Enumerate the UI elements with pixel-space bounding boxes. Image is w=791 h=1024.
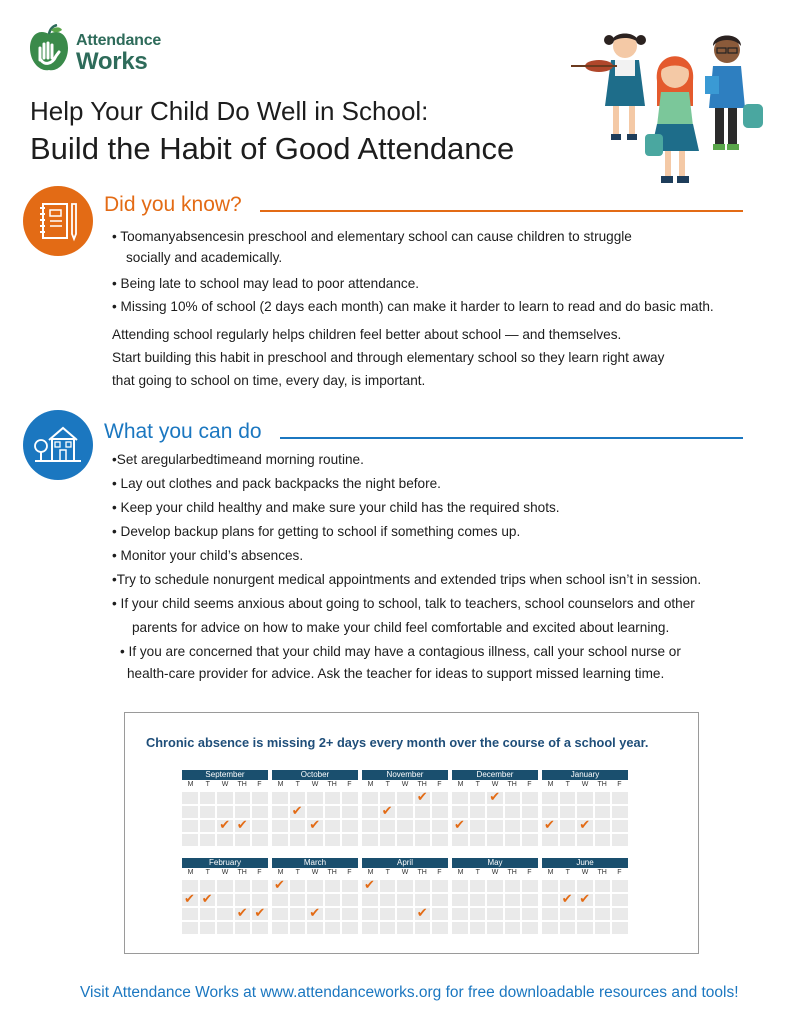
calendar-cell	[522, 894, 538, 906]
calendar-cell	[470, 806, 486, 818]
day-label: F	[347, 869, 352, 876]
calendar-cell	[577, 908, 593, 920]
day-label: T	[385, 781, 390, 788]
calendar-cell	[290, 834, 306, 846]
calendar-cell	[362, 908, 378, 920]
calendar-cell	[380, 834, 396, 846]
calendar-month-name: December	[452, 770, 538, 780]
absence-check-icon	[577, 820, 593, 832]
calendar-cell	[432, 922, 448, 934]
calendar-cell	[325, 806, 341, 818]
calendar-cell	[272, 792, 288, 804]
calendar-cell	[452, 792, 468, 804]
section-icon-blue	[23, 410, 93, 480]
list-item-continued: parents for advice on how to make your child feel comfortable and excited about learning.	[132, 620, 670, 635]
absence-check-icon	[560, 894, 576, 906]
calendar-cell	[612, 922, 628, 934]
calendar-cell	[415, 922, 431, 934]
list-item: •Try to schedule nonurgent medical appointments and extended trips when school isn’t in session.	[112, 572, 702, 587]
calendar-cell	[612, 820, 628, 832]
calendar-cell	[577, 922, 593, 934]
list-item: • If your child seems anxious about going to school, talk to teachers, school counselors and other	[112, 596, 695, 611]
calendar-month	[452, 770, 538, 846]
calendar-cell	[252, 806, 268, 818]
calendar-cell	[307, 880, 323, 892]
calendar-cell	[522, 806, 538, 818]
calendar-cell	[612, 908, 628, 920]
absence-check-icon	[182, 894, 198, 906]
day-label: M	[367, 869, 374, 876]
calendar-day-labels	[452, 868, 538, 878]
calendar-cell	[252, 922, 268, 934]
calendar-cell	[217, 880, 233, 892]
calendar-day-labels	[182, 868, 268, 878]
list-item: •Set aregularbedtimeand morning routine.	[112, 452, 364, 467]
calendar-month-name: September	[182, 770, 268, 780]
absence-check-icon	[290, 806, 306, 818]
calendar-cell	[612, 806, 628, 818]
calendar-cell	[182, 806, 198, 818]
calendar-cell	[290, 894, 306, 906]
calendar-cell	[290, 880, 306, 892]
calendar-cell	[612, 792, 628, 804]
calendar-cell	[272, 894, 288, 906]
absence-check-icon	[235, 820, 251, 832]
list-item: • Develop backup plans for getting to school if something comes up.	[112, 524, 521, 539]
calendar-cell	[505, 806, 521, 818]
calendar-cell	[252, 880, 268, 892]
calendar-cell	[487, 834, 503, 846]
day-label: M	[457, 781, 464, 788]
calendar-cell	[522, 834, 538, 846]
logo	[28, 22, 178, 82]
calendar-cell	[200, 806, 216, 818]
calendar-month	[542, 770, 628, 846]
day-label: F	[347, 781, 352, 788]
calendar-cell	[290, 908, 306, 920]
day-label: T	[205, 869, 210, 876]
calendar-cell	[542, 922, 558, 934]
calendar-cell	[182, 834, 198, 846]
calendar-cell	[272, 922, 288, 934]
calendar-cell	[452, 908, 468, 920]
calendar-month-name: January	[542, 770, 628, 780]
day-label: TH	[327, 869, 337, 876]
calendar-month	[362, 770, 448, 846]
calendar-cell	[307, 792, 323, 804]
calendar-cell	[432, 792, 448, 804]
calendar-cell	[560, 792, 576, 804]
calendar-month-name: October	[272, 770, 358, 780]
calendar-cell	[342, 894, 358, 906]
calendar-cell	[432, 834, 448, 846]
absence-check-icon	[452, 820, 468, 832]
list-item: • If you are concerned that your child may have a contagious illness, call your school nurse or	[120, 644, 681, 659]
day-label: T	[205, 781, 210, 788]
day-label: TH	[507, 869, 517, 876]
day-label: T	[385, 869, 390, 876]
calendar-cell	[415, 820, 431, 832]
day-label: TH	[417, 781, 427, 788]
calendar-cell	[560, 834, 576, 846]
calendar-cell	[432, 908, 448, 920]
calendar-month	[182, 770, 268, 846]
day-label: T	[565, 781, 570, 788]
absence-check-icon	[415, 908, 431, 920]
calendar-cell	[325, 922, 341, 934]
calendar-cell	[542, 908, 558, 920]
calendar-cell	[182, 820, 198, 832]
calendar-cell	[415, 880, 431, 892]
calendar-cell	[200, 908, 216, 920]
children-illustration	[565, 26, 770, 191]
calendar-cell	[470, 880, 486, 892]
calendar-cell	[470, 894, 486, 906]
calendar-cell	[522, 908, 538, 920]
day-label: F	[617, 781, 622, 788]
apple-hand-icon	[28, 24, 70, 74]
calendar-cell	[432, 880, 448, 892]
calendar-cell	[362, 820, 378, 832]
day-label: W	[221, 869, 229, 876]
calendar-cell	[290, 820, 306, 832]
calendar-cell	[542, 880, 558, 892]
day-label: TH	[597, 869, 607, 876]
day-label: W	[581, 781, 589, 788]
calendar-cell	[595, 792, 611, 804]
absence-check-icon	[307, 820, 323, 832]
calendar-title: Chronic absence is missing 2+ days every month over the course of a school year.	[146, 735, 649, 750]
list-item: • Toomanyabsencesin preschool and elementary school can cause children to struggle	[112, 229, 632, 244]
calendar-month-name: November	[362, 770, 448, 780]
calendar-cell	[362, 792, 378, 804]
calendar-cell	[362, 834, 378, 846]
calendar-cell	[560, 908, 576, 920]
calendar-day-labels	[542, 868, 628, 878]
calendar-cell	[612, 894, 628, 906]
calendar-cell	[577, 834, 593, 846]
calendar-cell	[342, 834, 358, 846]
calendar-cell	[380, 894, 396, 906]
absence-check-icon	[380, 806, 396, 818]
calendar-cell	[542, 834, 558, 846]
section-heading-what-you-can-do: What you can do	[104, 420, 262, 443]
calendar-cell	[560, 820, 576, 832]
day-label: W	[401, 781, 409, 788]
calendar-month	[452, 858, 538, 934]
paragraph-line: Attending school regularly helps children feel better about school — and themselves.	[112, 327, 622, 342]
calendar-cell	[235, 792, 251, 804]
calendar-cell	[522, 820, 538, 832]
section-heading-did-you-know: Did you know?	[104, 193, 242, 216]
calendar-cell	[325, 894, 341, 906]
calendar-month-name: March	[272, 858, 358, 868]
calendar-cell	[470, 834, 486, 846]
calendar-cell	[397, 806, 413, 818]
day-label: M	[547, 781, 554, 788]
calendar-cell	[307, 834, 323, 846]
calendar-cell	[487, 806, 503, 818]
calendar-cell	[505, 908, 521, 920]
day-label: M	[457, 869, 464, 876]
calendar-cell	[470, 922, 486, 934]
calendar-cell	[342, 820, 358, 832]
calendar-cell	[397, 894, 413, 906]
calendar-cell	[182, 922, 198, 934]
day-label: W	[311, 869, 319, 876]
house-icon	[23, 410, 93, 480]
footer-text: Visit Attendance Works at www.attendanceworks.org for free downloadable resources and tools!	[80, 984, 739, 1001]
calendar-cell	[397, 922, 413, 934]
calendar-cell	[325, 834, 341, 846]
calendar-cell	[342, 922, 358, 934]
calendar-day-labels	[542, 780, 628, 790]
page-subtitle: Help Your Child Do Well in School:	[30, 96, 429, 126]
notebook-pencil-icon	[23, 186, 93, 256]
calendar-cell	[380, 908, 396, 920]
section-icon-orange	[23, 186, 93, 256]
calendar-cell	[217, 834, 233, 846]
calendar-cell	[272, 908, 288, 920]
calendar-cell	[182, 792, 198, 804]
calendar-cell	[522, 880, 538, 892]
calendar-month	[272, 770, 358, 846]
calendar-cell	[595, 806, 611, 818]
calendar-cell	[342, 806, 358, 818]
calendar-cell	[542, 792, 558, 804]
absence-check-icon	[200, 894, 216, 906]
calendar-cell	[595, 820, 611, 832]
calendar-cell	[487, 908, 503, 920]
calendar-cell	[595, 908, 611, 920]
calendar-cell	[505, 820, 521, 832]
day-label: W	[311, 781, 319, 788]
day-label: W	[221, 781, 229, 788]
calendar-cell	[200, 792, 216, 804]
calendar-cell	[595, 880, 611, 892]
page-title: Build the Habit of Good Attendance	[30, 131, 515, 166]
calendar-cell	[595, 922, 611, 934]
calendar-cell	[342, 880, 358, 892]
day-label: TH	[237, 781, 247, 788]
calendar-cell	[252, 820, 268, 832]
calendar-cell	[217, 792, 233, 804]
absence-check-icon	[217, 820, 233, 832]
calendar-cell	[252, 834, 268, 846]
list-item: • Missing 10% of school (2 days each month) can make it harder to learn to read and do basic math.	[112, 299, 714, 314]
calendar-cell	[577, 792, 593, 804]
calendar-cell	[415, 834, 431, 846]
list-item-continued: socially and academically.	[126, 250, 283, 265]
calendar-cell	[487, 894, 503, 906]
calendar-cell	[362, 922, 378, 934]
calendar-day-labels	[272, 780, 358, 790]
calendar-cell	[397, 908, 413, 920]
day-label: M	[277, 869, 284, 876]
day-label: M	[547, 869, 554, 876]
calendar-cell	[235, 922, 251, 934]
day-label: F	[617, 869, 622, 876]
day-label: W	[491, 869, 499, 876]
paragraph-line: that going to school on time, every day, is important.	[112, 373, 426, 388]
calendar-cell	[595, 834, 611, 846]
calendar-cell	[470, 792, 486, 804]
calendar-month-name: April	[362, 858, 448, 868]
list-item: • Being late to school may lead to poor attendance.	[112, 276, 420, 291]
paragraph-line: Start building this habit in preschool and through elementary school so they learn right away	[112, 350, 665, 365]
day-label: M	[277, 781, 284, 788]
calendar-cell	[612, 834, 628, 846]
calendar-cell	[272, 820, 288, 832]
day-label: TH	[417, 869, 427, 876]
calendar-cell	[595, 894, 611, 906]
absence-check-icon	[235, 908, 251, 920]
calendar-cell	[612, 880, 628, 892]
calendar-cell	[505, 894, 521, 906]
calendar-cell	[325, 908, 341, 920]
calendar-cell	[362, 894, 378, 906]
list-item: • Lay out clothes and pack backpacks the night before.	[112, 476, 441, 491]
calendar-cell	[452, 880, 468, 892]
day-label: F	[257, 869, 262, 876]
calendar-cell	[470, 908, 486, 920]
calendar-cell	[200, 820, 216, 832]
calendar-cell	[272, 806, 288, 818]
calendar-month	[362, 858, 448, 934]
absence-check-icon	[252, 908, 268, 920]
day-label: TH	[507, 781, 517, 788]
absence-check-icon	[415, 792, 431, 804]
calendar-cell	[397, 792, 413, 804]
list-item-continued: health-care provider for advice. Ask the teacher for ideas to support missed learning time.	[127, 666, 665, 681]
calendar-cell	[397, 880, 413, 892]
day-label: TH	[327, 781, 337, 788]
section-divider	[280, 437, 743, 439]
calendar-cell	[452, 922, 468, 934]
calendar-cell	[432, 894, 448, 906]
day-label: TH	[237, 869, 247, 876]
calendar-cell	[325, 792, 341, 804]
absence-check-icon	[307, 908, 323, 920]
day-label: T	[475, 869, 480, 876]
calendar-cell	[325, 820, 341, 832]
calendar-month-name: May	[452, 858, 538, 868]
calendar-cell	[380, 820, 396, 832]
calendar-month	[272, 858, 358, 934]
day-label: T	[295, 781, 300, 788]
day-label: T	[295, 869, 300, 876]
calendar-cell	[342, 792, 358, 804]
calendar-cell	[217, 894, 233, 906]
day-label: M	[187, 869, 194, 876]
calendar-cell	[325, 880, 341, 892]
day-label: F	[527, 869, 532, 876]
calendar-cell	[505, 792, 521, 804]
day-label: W	[401, 869, 409, 876]
absence-check-icon	[362, 880, 378, 892]
calendar-cell	[522, 922, 538, 934]
calendar-cell	[380, 880, 396, 892]
calendar-cell	[505, 880, 521, 892]
calendar-cell	[217, 908, 233, 920]
calendar-cell	[452, 834, 468, 846]
absence-check-icon	[542, 820, 558, 832]
day-label: T	[475, 781, 480, 788]
day-label: F	[437, 869, 442, 876]
calendar-cell	[397, 834, 413, 846]
calendar-cell	[522, 792, 538, 804]
calendar-cell	[252, 792, 268, 804]
calendar-cell	[272, 834, 288, 846]
day-label: W	[491, 781, 499, 788]
calendar-month-name: February	[182, 858, 268, 868]
calendar-cell	[432, 806, 448, 818]
list-item: • Keep your child healthy and make sure your child has the required shots.	[112, 500, 560, 515]
calendar-cell	[217, 922, 233, 934]
absence-check-icon	[577, 894, 593, 906]
calendar-cell	[200, 922, 216, 934]
logo-text-bold: Works	[76, 48, 148, 75]
calendar-cell	[290, 922, 306, 934]
calendar-cell	[560, 806, 576, 818]
calendar-cell	[182, 908, 198, 920]
calendar-cell	[487, 820, 503, 832]
calendar-cell	[307, 922, 323, 934]
calendar-cell	[235, 834, 251, 846]
calendar-cell	[432, 820, 448, 832]
calendar-cell	[487, 880, 503, 892]
calendar-day-labels	[182, 780, 268, 790]
day-label: F	[527, 781, 532, 788]
calendar-month	[182, 858, 268, 934]
calendar-cell	[505, 834, 521, 846]
calendar-day-labels	[362, 780, 448, 790]
absence-check-icon	[272, 880, 288, 892]
calendar-cell	[505, 922, 521, 934]
calendar-cell	[397, 820, 413, 832]
calendar-cell	[487, 922, 503, 934]
calendar-month-name: June	[542, 858, 628, 868]
day-label: M	[367, 781, 374, 788]
day-label: T	[565, 869, 570, 876]
calendar-cell	[542, 894, 558, 906]
calendar-cell	[380, 922, 396, 934]
day-label: W	[581, 869, 589, 876]
calendar-cell	[470, 820, 486, 832]
calendar-cell	[560, 922, 576, 934]
calendar-cell	[342, 908, 358, 920]
calendar-cell	[362, 806, 378, 818]
calendar-cell	[235, 880, 251, 892]
list-item: • Monitor your child’s absences.	[112, 548, 304, 563]
section-divider	[260, 210, 743, 212]
calendar-cell	[452, 894, 468, 906]
calendar-cell	[200, 834, 216, 846]
calendar-month	[542, 858, 628, 934]
day-label: M	[187, 781, 194, 788]
logo-text: Attendance	[76, 32, 162, 49]
day-label: TH	[597, 781, 607, 788]
day-label: F	[437, 781, 442, 788]
absence-check-icon	[487, 792, 503, 804]
day-label: F	[257, 781, 262, 788]
calendar-cell	[415, 806, 431, 818]
